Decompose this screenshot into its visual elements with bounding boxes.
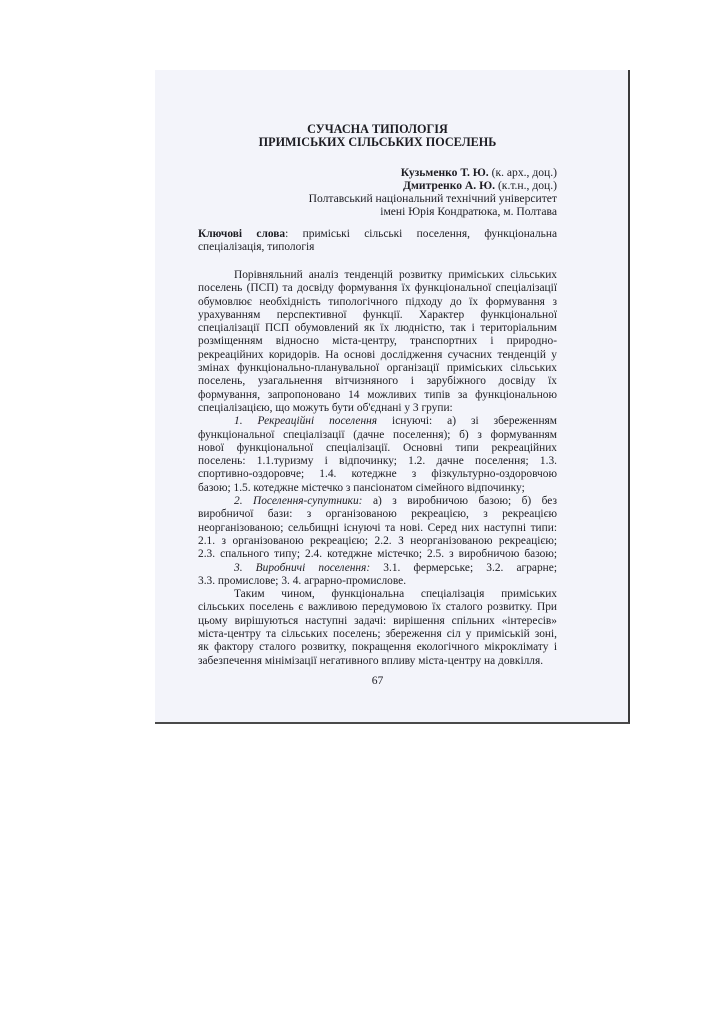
body-line: Таким чином, функціональна спеціалізація приміських bbox=[234, 588, 557, 601]
affiliation-line-2: імені Юрія Кондратюка, м. Полтава bbox=[380, 205, 557, 218]
body-line: розміщенням відносно міста-центру, транспортних і природно- bbox=[198, 335, 557, 348]
body-line: нової функціональної спеціалізації. Основні типи рекреаційних bbox=[198, 441, 557, 454]
affiliation-line-1: Полтавський національний технічний університет bbox=[308, 192, 557, 205]
body-line bbox=[198, 415, 557, 428]
body-line: поселень (ПСП) та досвіду формування їх функціональної спеціалізації bbox=[198, 282, 557, 295]
author-2-name: Дмитренко А. Ю. bbox=[403, 179, 496, 192]
group-text: існуючі: а) зі збереженням bbox=[377, 415, 557, 428]
group-heading: 2. Поселення-супутники: bbox=[234, 495, 363, 508]
page-number: 67 bbox=[371, 674, 384, 687]
body-line: поселень: 1.1.туризму і відпочинку; 1.2. дачне поселення; 1.3. bbox=[198, 455, 557, 468]
body-line: сільських поселень є важливою передумовою їх сталого розвитку. При bbox=[198, 601, 557, 614]
body-line: змінах функціонально-планувальної організації приміських сільських bbox=[198, 362, 557, 375]
group-text: а) з виробничою базою; б) без bbox=[362, 495, 557, 508]
author-1 bbox=[198, 166, 557, 179]
body-line: урахуванням перспективної функції. Характер функціональної bbox=[198, 308, 557, 321]
body-line: рекреаційних коридорів. На основі дослідження сучасних тенденцій у bbox=[198, 348, 557, 361]
body-line: Порівняльний аналіз тенденцій розвитку приміських сільських bbox=[234, 269, 557, 281]
body-line: міста-центру та сільських поселень; збереження сіл у приміській зоні, bbox=[198, 628, 557, 641]
body-line: формування, запропоновано 14 можливих типів за функціональною bbox=[198, 388, 557, 401]
body-line bbox=[198, 562, 557, 575]
keywords-text-1: : приміські сільські поселення, функціональна bbox=[285, 228, 557, 240]
group-heading: 1. Рекреаційні поселення bbox=[234, 415, 378, 428]
body-line: 2.3. спального типу; 2.4. котеджне містечко; 2.5. з виробничою базою; bbox=[198, 548, 557, 561]
group-text: 3.1. фермерське; 3.2. аграрне; bbox=[370, 561, 557, 574]
body-line: 3.3. промислове; 3. 4. аграрно-промислове. bbox=[198, 574, 407, 587]
body-line: базою; 1.5. котеджне містечко з пансіонатом сімейного відпочинку; bbox=[198, 481, 525, 494]
body-line: функціональної спеціалізації (дачне поселення); б) з формуванням bbox=[198, 428, 557, 441]
author-1-degree: (к. арх., доц.) bbox=[488, 166, 557, 179]
body-text bbox=[198, 269, 557, 668]
body-line: 2.1. з організованою рекреацією; 2.2. З неорганізованою рекреацією; bbox=[198, 534, 557, 547]
article-title-line-2: ПРИМІСЬКИХ СІЛЬСЬКИХ ПОСЕЛЕНЬ bbox=[258, 135, 497, 149]
keywords bbox=[198, 228, 557, 255]
body-line: обумовлює необхідність типологічного підходу до їх формування з bbox=[198, 295, 557, 308]
author-1-name: Кузьменко Т. Ю. bbox=[400, 166, 489, 179]
author-2-degree: (к.т.н., доц.) bbox=[495, 179, 557, 192]
body-line: як фактору сталого розвитку, покращення екологічного мікроклімату і bbox=[198, 641, 557, 654]
body-line: забезпечення мінімізації негативного впливу міста-центру на довкілля. bbox=[198, 654, 544, 667]
body-line: неорганізованою; сельбищні існуючі та нові. Серед них наступні типи: bbox=[198, 521, 557, 534]
article-title-line-1: СУЧАСНА ТИПОЛОГІЯ bbox=[307, 122, 448, 136]
body-line bbox=[198, 495, 557, 508]
group-heading: 3. Виробничі поселення: bbox=[234, 561, 371, 574]
keywords-label: Ключові слова bbox=[198, 228, 286, 240]
body-line: спортивно-оздоровче; 1.4. котеджне з фізкультурно-оздоровчою bbox=[198, 468, 557, 481]
body-line: спеціалізацією, що можуть бути об'єднані у 3 групи: bbox=[198, 401, 453, 414]
body-line: цьому вирішуються наступні задачі: вирішення спільних «інтересів» bbox=[198, 614, 557, 627]
body-line: виробничої бази: з організованою рекреацією, з рекреацією bbox=[198, 508, 557, 521]
author-2 bbox=[198, 179, 557, 192]
body-line: спеціалізації ПСП обумовлений як їх людністю, так і територіальним bbox=[198, 322, 557, 335]
keywords-text-2: спеціалізація, типологія bbox=[198, 241, 315, 254]
body-line: поселень, узагальнення вітчизняного і зарубіжного досвіду їх bbox=[198, 375, 557, 388]
